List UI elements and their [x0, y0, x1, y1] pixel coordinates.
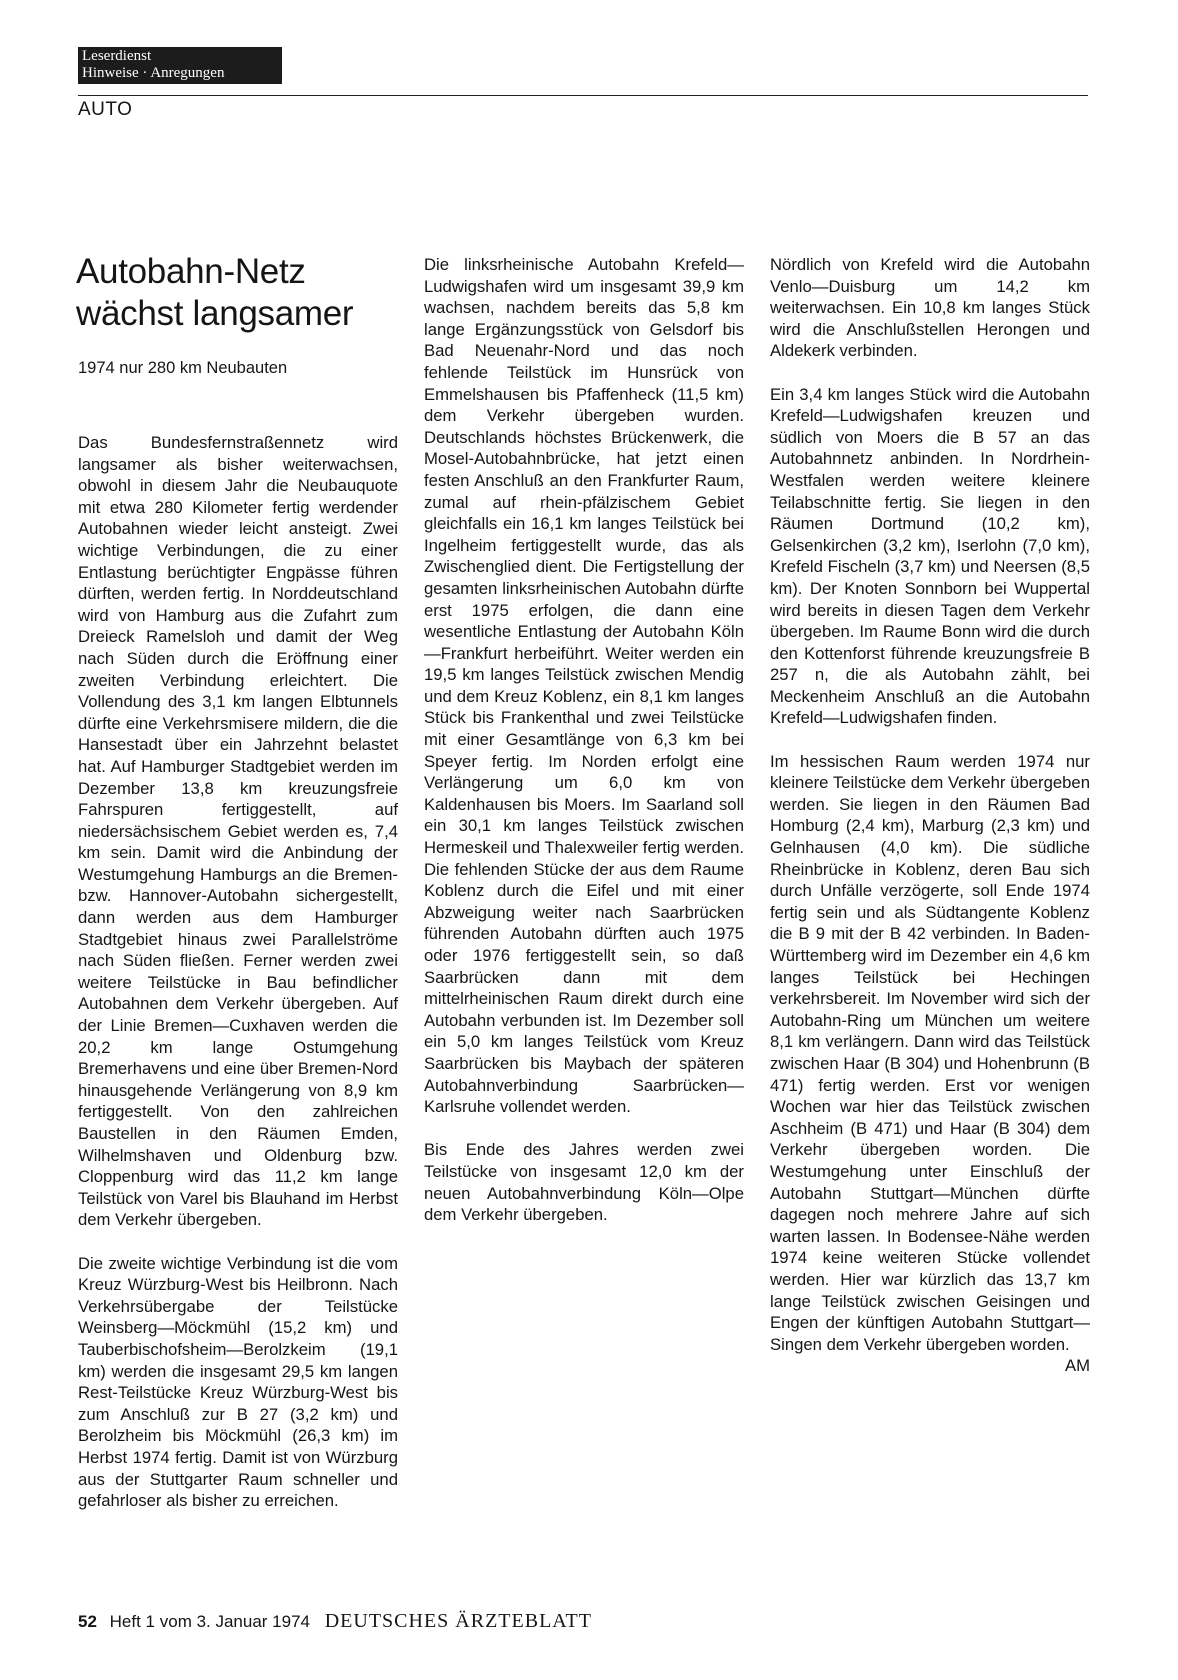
paragraph: Die linksrheinische Autobahn Krefeld—Ludwigshafen wird um insgesamt 39,9 km wachsen, nachdem bereits das 5,8 km lange Ergänzungsstück von Gelsdorf bis Bad Neuenahr-Nord und das noch fehlende Teilstück im Hunsrück von Emmelshausen bis Pfaffenheck (11,5 km) dem Verkehr übergeben wurden. Deutschlands höchstes Brückenwerk, die Mosel-Autobahnbrücke, hat jetzt einen festen Anschluß an den Frankfurter Raum, zumal auf rhein-pfälzischem Gebiet gleichfalls ein 16,1 km langes Teilstück bei Ingelheim fertiggestellt wurde, das als Zwischenglied dient. Die Fertigstellung der gesamten linksrheinischen Autobahn dürfte erst 1975 erfolgen, die dann eine wesentliche Entlastung der Autobahn Köln—Frankfurt herbeiführt. Weiter werden ein 19,5 km langes Teilstück zwischen Mendig und dem Kreuz Koblenz, ein 8,1 km langes Stück bis Frankenthal und zwei Teilstücke mit einer Gesamtlänge von 6,3 km bei Speyer fertig. Im Norden erfolgt eine Verlängerung um 6,0 km von Kaldenhausen bis Moers. Im Saarland soll ein 30,1 km langes Teilstück zwischen Hermeskeil und Thalexweiler fertig werden. Die fehlenden Stücke der aus dem Raume Koblenz durch die Eifel und mit einer Abzweigung weiter nach Saarbrücken führenden Autobahn dürften auch 1975 oder 1976 fertiggestellt sein, so daß Saarbrücken dann mit dem mittelrheinischen Raum direkt durch eine Autobahn verbunden ist. Im Dezember soll ein 5,0 km langes Teilstück vom Kreuz Saarbrücken bis Maybach der späteren Autobahnverbindung Saarbrücken—Karlsruhe vollendet werden.	[424, 255, 744, 1117]
title-line2: wächst langsamer	[76, 294, 354, 333]
paragraph: Das Bundesfernstraßennetz wird langsamer als bisher weiterwachsen, obwohl in diesem Jahr die Neubauquote mit etwa 280 Kilometer fertig werdender Autobahnen wieder leicht ansteigt. Zwei wichtige Verbindungen, die zu einer Entlastung berüchtigter Engpässe führen dürften, werden fertig. In Norddeutschland wird von Hamburg aus die Zufahrt zum Dreieck Ramelsloh und damit der Weg nach Süden durch die Eröffnung einer zweiten Verbindung erleichtert. Die Vollendung des 3,1 km langen Elbtunnels dürfte eine Verkehrsmisere mildern, die die Hansestadt über ein Jahrzehnt belastet hat. Auf Hamburger Stadtgebiet werden im Dezember 13,8 km kreuzungsfreie Fahrspuren fertiggestellt, auf niedersächsischem Gebiet werden es, 7,4 km sein. Damit wird die Anbindung der Westumgehung Hamburgs an die Bremen- bzw. Hannover-Autobahn sichergestellt, dann werden aus dem Hamburger Stadtgebiet hinaus zwei Parallelströme nach Süden fließen. Ferner werden zwei weitere Teilstücke in Bau befindlicher Autobahnen dem Verkehr übergeben. Auf der Linie Bremen—Cuxhaven werden die 20,2 km lange Ostumgehung Bremerhavens und eine über Bremen-Nord hinausgehende Verlängerung von 8,9 km fertiggestellt. Von den zahlreichen Baustellen in den Räumen Emden, Wilhelmshaven und Oldenburg bzw. Cloppenburg wird das 11,2 km lange Teilstück von Varel bis Blauhand im Herbst dem Verkehr übergeben.	[78, 433, 399, 1230]
article-subtitle: 1974 nur 280 km Neubauten	[78, 359, 288, 377]
paragraph-text: Im hessischen Raum werden 1974 nur kleinere Teilstücke dem Verkehr übergeben werden. Sie liegen in den Räumen Bad Homburg (2,4 km), Marburg (2,3 km) und Gelnhausen (4,0 km). Die südliche Rheinbrücke in Koblenz, deren Bau sich durch Unfälle verzögerte, soll Ende 1974 fertig sein und als Südtangente Koblenz die B 9 mit der B 42 verbinden. In Baden-Württemberg wird im Dezember ein 4,6 km langes Teilstück bei Hechingen verkehrsbereit. Im November wird sich der Autobahn-Ring um München um weitere 8,1 km verlängern. Dann wird das Teilstück zwischen Haar (B 304) und Hohenbrunn (B 471) fertig werden. Erst vor wenigen Wochen war hier das Teilstück zwischen Aschheim (B 471) und Haar (B 304) dem Verkehr übergeben worden. Die Westumgehung unter Einschluß der Autobahn Stuttgart—München dürfte dagegen noch mehrere Jahre auf sich warten lassen. In Bodensee-Nähe werden 1974 keine weiteren Stücke vollendet werden. Hier war kürzlich das 13,7 km lange Teilstück zwischen Geisingen und Engen der künftigen Autobahn Stuttgart—Singen dem Verkehr übergeben worden.	[770, 751, 1090, 1354]
section-heading: AUTO	[78, 99, 133, 120]
page-number: 52	[78, 1612, 97, 1631]
text-column-2	[424, 254, 744, 1226]
title-line1: Autobahn-Netz	[76, 252, 306, 291]
paragraph: Bis Ende des Jahres werden zwei Teilstücke von insgesamt 12,0 km der neuen Autobahnverbindung Köln—Olpe dem Verkehr übergeben.	[424, 1140, 744, 1225]
article-title	[76, 251, 406, 335]
paragraph: Ein 3,4 km langes Stück wird die Autobahn Krefeld—Ludwigshafen kreuzen und südlich von Moers die B 57 an das Autobahnnetz anbinden. In Nordrhein-Westfalen werden weitere kleinere Teilabschnitte fertig. Sie liegen in den Räumen Dortmund (10,2 km), Gelsenkirchen (3,2 km), Iserlohn (7,0 km), Krefeld Fischeln (3,7 km) und Neersen (8,5 km). Der Knoten Sonnborn bei Wuppertal wird bereits in diesen Tagen dem Verkehr übergeben. Im Raume Bonn wird die durch den Kottenforst führende kreuzungsfreie B 257 n, die als Autobahn zählt, bei Meckenheim Anschluß an die Autobahn Krefeld—Ludwigshafen finden.	[770, 384, 1090, 728]
header-rule	[78, 95, 1088, 96]
text-column-3	[770, 254, 1090, 1377]
section-label-box	[78, 47, 282, 84]
journal-name: DEUTSCHES ÄRZTEBLATT	[324, 1610, 592, 1632]
last-paragraph	[770, 751, 1090, 1376]
paragraph: Nördlich von Krefeld wird die Autobahn Venlo—Duisburg um 14,2 km weiterwachsen. Ein 10,8 km langes Stück wird die Anschlußstellen Herongen und Aldekerk verbinden.	[770, 255, 1090, 361]
text-column-1	[78, 432, 398, 1512]
author-signature: AM	[1064, 1356, 1090, 1376]
page-footer	[78, 1610, 592, 1633]
issue-info: Heft 1 vom 3. Januar 1974	[109, 1612, 310, 1631]
section-label-line2: Hinweise · Anregungen	[82, 65, 225, 81]
paragraph: Die zweite wichtige Verbindung ist die vom Kreuz Würzburg-West bis Heilbronn. Nach Verkehrsübergabe der Teilstücke Weinsberg—Möckmühl (15,2 km) und Tauberbischofsheim—Berolzkeim (19,1 km) werden die insgesamt 29,5 km langen Rest-Teilstücke Kreuz Würzburg-West bis zum Anschluß zur B 27 (3,2 km) und Berolzheim bis Möckmühl (26,3 km) im Herbst 1974 fertig. Damit ist von Würzburg aus der Stuttgarter Raum schneller und gefahrloser als bisher zu erreichen.	[78, 1253, 398, 1511]
section-label-line1: Leserdienst	[82, 48, 152, 64]
